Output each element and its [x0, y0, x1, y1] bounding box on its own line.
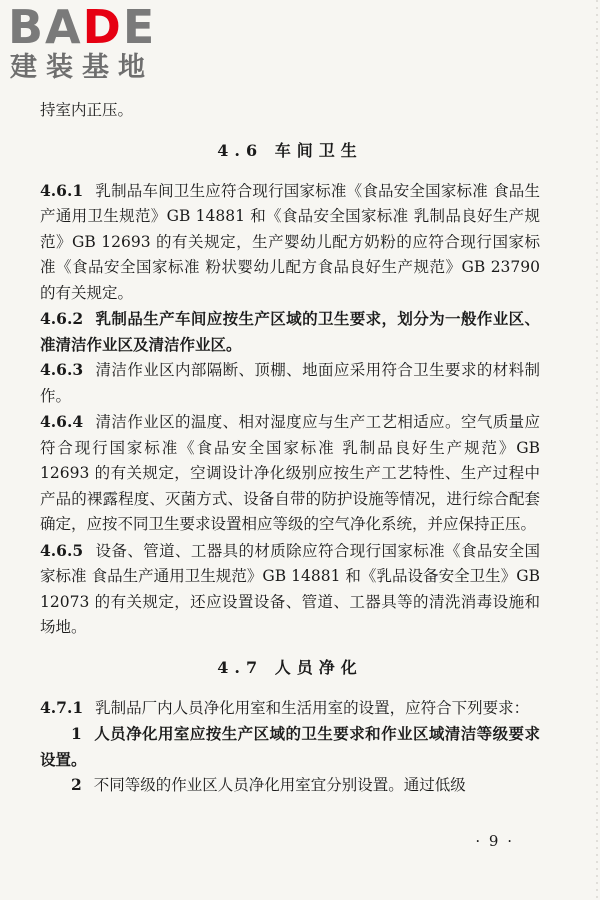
clause-text: 清洁作业区的温度、相对湿度应与生产工艺相适应。空气质量应符合现行国家标准《食品安全国家标准 乳制品良好生产规范》GB 12693 的有关规定，空调设计净化级别应按生产工艺特性、生产过程中产品的裸露程度、灭菌方式、设备自带的防护设施等情况，进行综合配套确定，应按不同卫生要求设置相应等级的空气净化系统，并应保持正压。: [40, 413, 540, 533]
intro-text: 持室内正压。: [40, 101, 134, 119]
clause-4-6-2: [40, 306, 540, 357]
list-item-number: 1: [71, 724, 82, 743]
section-heading-4-6: 4.6 车间卫生: [217, 140, 363, 160]
clause-text: 乳制品厂内人员净化用室和生活用室的设置，应符合下列要求：: [95, 698, 530, 717]
logo-subtitle: 建装基地: [10, 52, 154, 83]
document-page: [40, 92, 540, 799]
clause-text: 设备、管道、工器具的材质除应符合现行国家标准《食品安全国家标准 食品生产通用卫生规范》GB 14881 和《乳品设备安全卫生》GB 12073 的有关规定，还应设置设备、管道、工器具等的清洗消毒设施和场地。: [40, 541, 540, 636]
clause-number: 4.6.3: [40, 360, 84, 379]
logo-wordmark: BADE: [8, 0, 157, 54]
clause-4-6-5: [40, 538, 540, 641]
clause-number: 4.6.4: [40, 412, 84, 431]
clause-4-6-1: [40, 178, 540, 307]
clause-number: 4.6.1: [40, 180, 84, 200]
clause-number: 4.6.2: [40, 309, 84, 328]
list-item-text: 人员净化用室应按生产区域的卫生要求和作业区域清洁等级要求设置。: [40, 724, 540, 769]
clause-number: 4.7.1: [40, 697, 84, 717]
clause-text: 乳制品车间卫生应符合现行国家标准《食品安全国家标准 食品生产通用卫生规范》GB 14881 和《食品安全国家标准 乳制品良好生产规范》GB 12693 的有关规定，生产婴幼儿配方奶粉的应符合现行国家标准《食品安全国家标准 粉状婴幼儿配方食品良好生产规范》GB 23790 的有关规定。: [40, 181, 540, 302]
clause-text: 乳制品生产车间应按生产区域的卫生要求，划分为一般作业区、准清洁作业区及清洁作业区。: [40, 309, 540, 354]
clause-number: 4.6.5: [40, 540, 84, 560]
list-item-2: [40, 772, 540, 799]
logo: [8, 2, 178, 86]
clause-text: 清洁作业区内部隔断、顶棚、地面应采用符合卫生要求的材料制作。: [40, 361, 540, 405]
list-item-text: 不同等级的作业区人员净化用室宜分别设置。通过低级: [93, 776, 466, 794]
list-item-1: [40, 721, 540, 772]
section-heading-4-7: 4.7 人员净化: [217, 657, 363, 677]
clause-4-6-4: [40, 409, 540, 538]
clause-4-7-1: [40, 695, 540, 722]
page-number: · 9 ·: [475, 832, 514, 850]
list-item-number: 2: [71, 775, 82, 794]
clause-4-6-3: [40, 357, 540, 409]
logo-accent-letter: D: [82, 0, 123, 54]
